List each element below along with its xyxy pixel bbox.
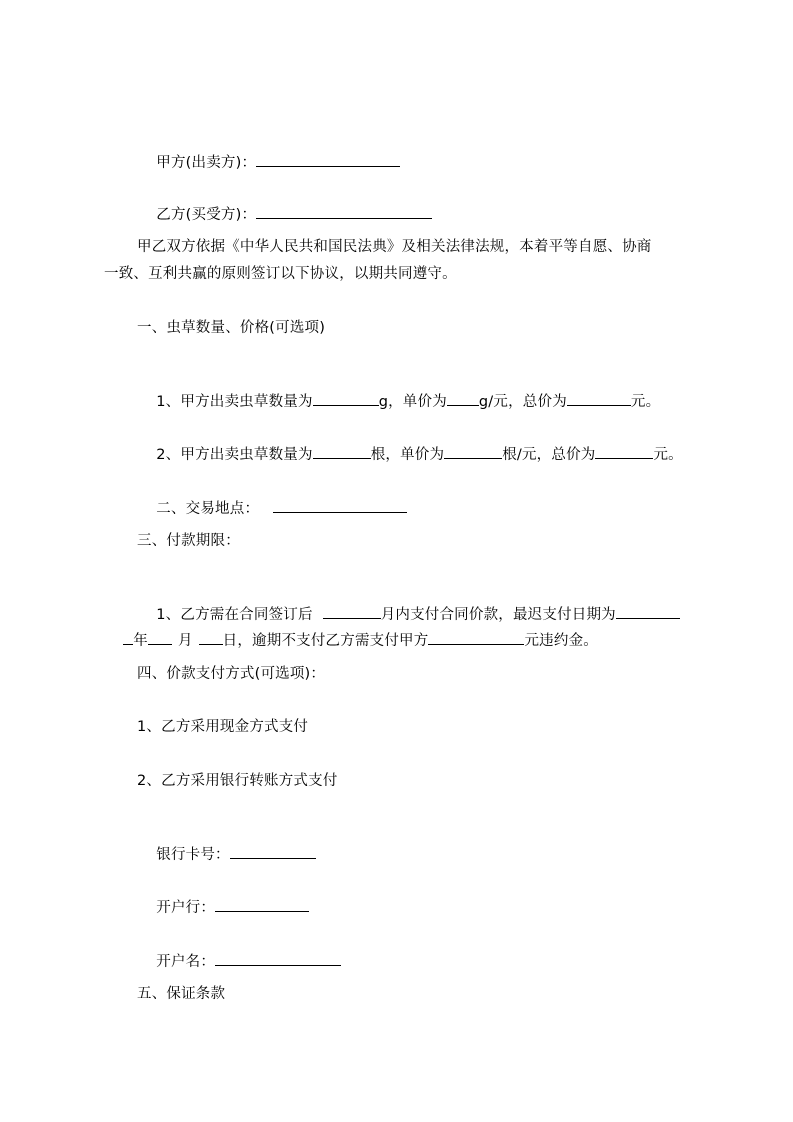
- section-3-item-1-line-2: [104, 610, 598, 671]
- payment-term-mid: 月内支付合同价款，最迟支付日期为: [380, 607, 616, 623]
- year-label: 年: [133, 633, 148, 649]
- intro-line-1: 甲乙双方依据《中华人民共和国民法典》及相关法律法规，本着平等自愿、协商: [137, 239, 652, 255]
- payment-term-prefix: 1、乙方需在合同签订后: [156, 607, 313, 623]
- item-2-unit-b: 根/元，总价为: [502, 447, 596, 463]
- section-2-line: [137, 478, 407, 539]
- bank-card-blank[interactable]: [230, 844, 316, 859]
- price-per-gram-blank[interactable]: [447, 391, 479, 406]
- section-1-heading: 一、虫草数量、价格(可选项): [137, 320, 326, 336]
- item-2-suffix: 元。: [653, 447, 683, 463]
- item-1-suffix: 元。: [630, 394, 661, 410]
- bank-card-line: [137, 824, 316, 885]
- bank-branch-line: [137, 877, 309, 938]
- party-a-blank[interactable]: [256, 152, 400, 167]
- item-1-prefix: 1、甲方出卖虫草数量为: [156, 394, 313, 410]
- account-name-blank[interactable]: [215, 951, 341, 966]
- section-5-heading: 五、保证条款: [137, 986, 226, 1002]
- party-b-blank[interactable]: [256, 204, 432, 219]
- trade-location-blank[interactable]: [273, 498, 407, 513]
- bank-branch-blank[interactable]: [215, 897, 309, 912]
- deadline-year-blank-a[interactable]: [616, 604, 680, 619]
- penalty-amount-blank[interactable]: [428, 630, 524, 645]
- month-label: 月: [177, 633, 193, 649]
- deadline-day-blank[interactable]: [199, 630, 223, 645]
- bank-branch-label: 开户行：: [156, 900, 216, 916]
- party-b-line: [137, 184, 432, 245]
- section-2-heading: 二、交易地点：: [156, 501, 260, 517]
- total-price-1-blank[interactable]: [567, 391, 631, 406]
- item-1-unit-b: g/元，总价为: [478, 394, 567, 410]
- deadline-month-blank[interactable]: [148, 630, 172, 645]
- bank-card-label: 银行卡号：: [156, 847, 230, 863]
- section-3-heading: 三、付款期限：: [137, 533, 240, 549]
- intro-line-2: 一致、互利共赢的原则签订以下协议，以期共同遵守。: [104, 266, 457, 282]
- account-name-label: 开户名：: [156, 954, 216, 970]
- party-a-label: 甲方(出卖方)：: [156, 155, 257, 171]
- item-2-unit-a: 根，单价为: [370, 447, 445, 463]
- penalty-suffix: 元违约金。: [524, 633, 598, 649]
- day-label: 日，逾期不支付乙方需支付甲方: [222, 633, 429, 649]
- quantity-grams-blank[interactable]: [313, 391, 379, 406]
- party-b-label: 乙方(买受方)：: [156, 207, 257, 223]
- deadline-year-blank-b[interactable]: [123, 630, 133, 645]
- account-name-line: [137, 931, 341, 992]
- price-per-root-blank[interactable]: [444, 444, 502, 459]
- total-price-2-blank[interactable]: [595, 444, 653, 459]
- payment-transfer-item: 2、乙方采用银行转账方式支付: [137, 773, 338, 789]
- section-1-item-2: [137, 424, 683, 485]
- payment-cash-item: 1、乙方采用现金方式支付: [137, 719, 309, 735]
- quantity-roots-blank[interactable]: [313, 444, 371, 459]
- section-1-item-1: [137, 371, 660, 432]
- section-4-heading: 四、价款支付方式(可选项)：: [137, 666, 326, 682]
- item-1-unit-a: g，单价为: [378, 394, 447, 410]
- item-2-prefix: 2、甲方出卖虫草数量为: [156, 447, 313, 463]
